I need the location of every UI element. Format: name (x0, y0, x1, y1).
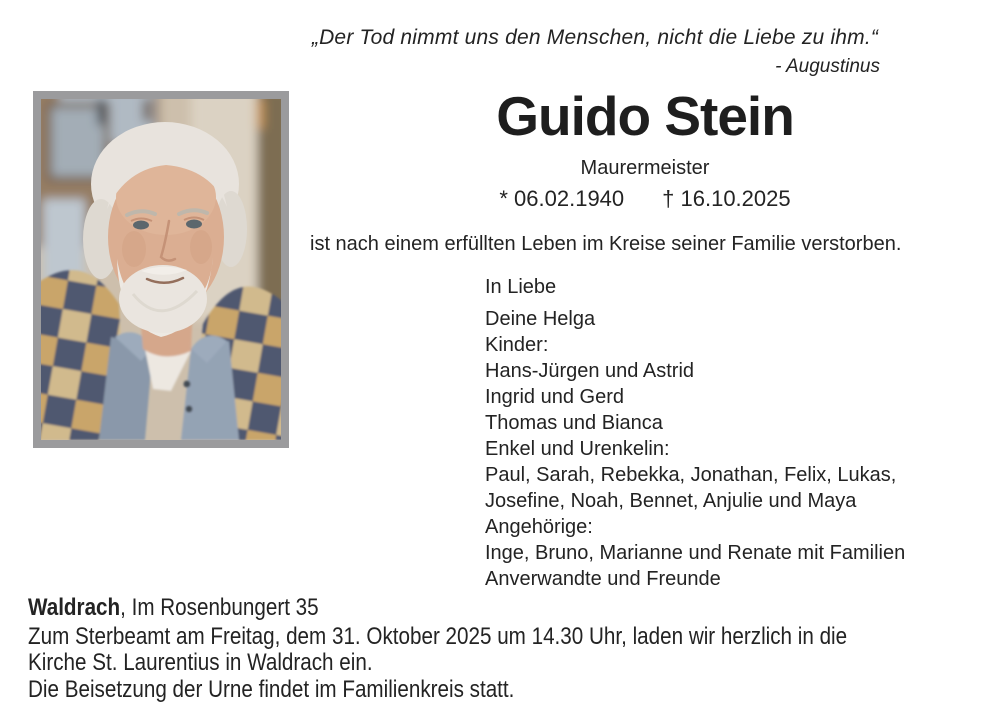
death-statement: ist nach einem erfüllten Leben im Kreise seiner Familie verstorben. (310, 233, 902, 255)
mourner-line: In Liebe (485, 276, 557, 298)
mourner-line: Anverwandte und Freunde (485, 568, 721, 590)
mourner-line: Enkel und Urenkelin: (485, 438, 670, 460)
death-date: † 16.10.2025 (662, 186, 791, 211)
quote-text: „Der Tod nimmt uns den Menschen, nicht die Liebe zu ihm.“ (311, 26, 879, 49)
footer-street: , Im Rosenbungert 35 (120, 594, 319, 621)
mourner-line: Ingrid und Gerd (485, 386, 624, 408)
quote-attribution: - Augustinus (775, 56, 880, 77)
footer-address (28, 594, 319, 622)
deceased-profession: Maurermeister (580, 157, 710, 179)
service-info-line1: Zum Sterbeamt am Freitag, dem 31. Oktober 2025 um 14.30 Uhr, laden wir herzlich in die (28, 623, 848, 650)
mourner-line: Kinder: (485, 334, 549, 356)
portrait-image (41, 99, 281, 440)
mourner-line: Hans-Jürgen und Astrid (485, 360, 695, 382)
mourner-line: Angehörige: (485, 516, 593, 538)
birth-date: * 06.02.1940 (499, 186, 625, 211)
life-dates (420, 186, 870, 212)
burial-info: Die Beisetzung der Urne findet im Familienkreis statt. (28, 676, 515, 703)
mourner-line: Josefine, Noah, Bennet, Anjulie und Maya (485, 490, 857, 512)
service-info-line2: Kirche St. Laurentius in Waldrach ein. (28, 649, 373, 676)
portrait-photo-frame (33, 91, 289, 448)
mourner-line: Thomas und Bianca (485, 412, 663, 434)
mourner-line: Inge, Bruno, Marianne und Renate mit Familien (485, 542, 906, 564)
deceased-name: Guido Stein (496, 85, 794, 147)
footer-location: Waldrach (28, 594, 121, 621)
mourner-line: Deine Helga (485, 308, 596, 330)
mourner-line: Paul, Sarah, Rebekka, Jonathan, Felix, Lukas, (485, 464, 897, 486)
mourners-list (485, 274, 905, 592)
